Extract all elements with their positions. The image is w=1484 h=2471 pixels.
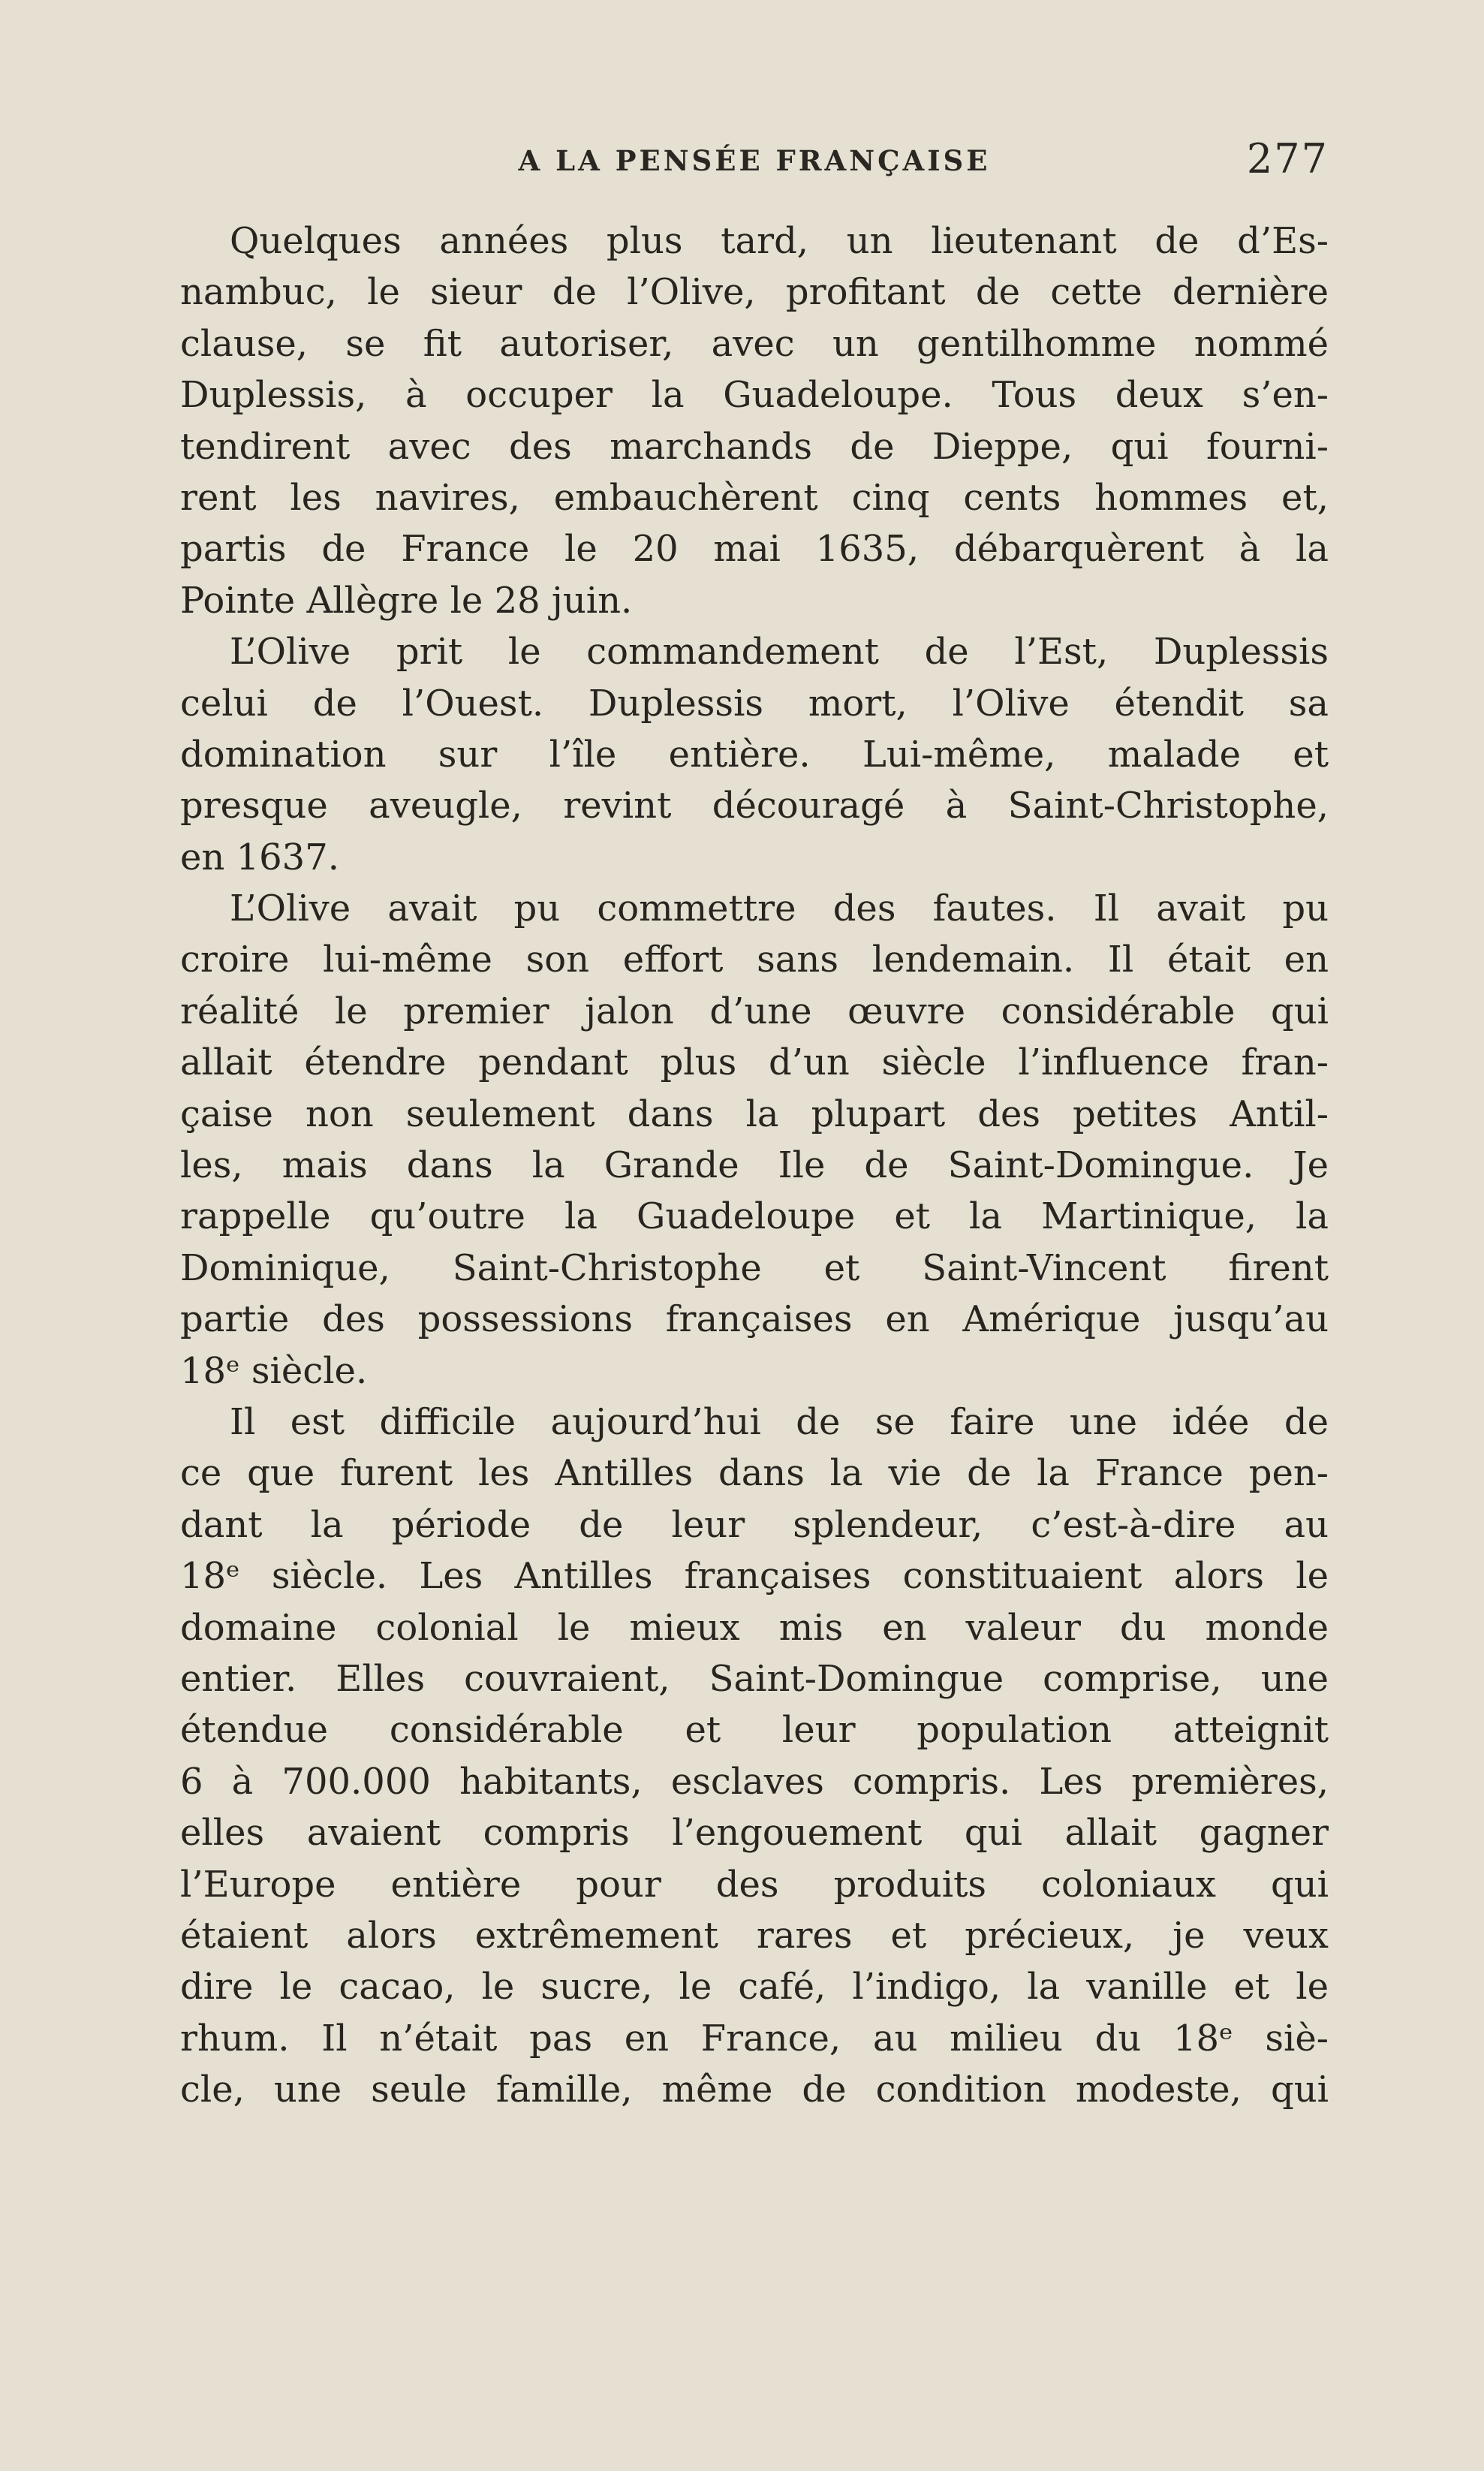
paragraph — [180, 215, 1329, 626]
text-line: çaise non seulement dans la plupart des petites Antil- — [180, 1092, 1329, 1135]
text-line: cle, une seule famille, même de condition modeste, qui — [180, 2069, 1329, 2111]
text-line: rhum. Il n’était pas en France, au milieu du 18ᵉ siè- — [180, 2017, 1329, 2060]
body-text — [180, 215, 1329, 2115]
text-line: allait étendre pendant plus d’un siècle l’influence fran- — [180, 1041, 1329, 1084]
text-line: 6 à 700.000 habitants, esclaves compris. Les premières, — [180, 1760, 1329, 1803]
text-line: Il est difficile aujourd’hui de se faire une idée de — [230, 1400, 1329, 1443]
text-line: celui de l’Ouest. Duplessis mort, l’Olive étendit sa — [180, 682, 1329, 725]
text-line: 18ᵉ siècle. — [180, 1349, 368, 1392]
text-line: Dominique, Saint-Christophe et Saint-Vincent firent — [180, 1246, 1329, 1289]
text-line: réalité le premier jalon d’une œuvre considérable qui — [180, 990, 1329, 1032]
text-line: croire lui-même son effort sans lendemain. Il était en — [180, 939, 1329, 981]
text-line: rappelle qu’outre la Guadeloupe et la Martinique, la — [180, 1195, 1329, 1238]
text-line: ce que furent les Antilles dans la vie de la France pen- — [180, 1452, 1329, 1495]
running-title: A LA PENSÉE FRANÇAISE — [518, 144, 991, 177]
text-line: dire le cacao, le sucre, le café, l’indigo, la vanille et le — [180, 1966, 1329, 2008]
text-line: L’Olive prit le commandement de l’Est, Duplessis — [230, 631, 1329, 673]
text-line: partie des possessions françaises en Amérique jusqu’au — [180, 1298, 1329, 1341]
text-line: l’Europe entière pour des produits coloniaux qui — [180, 1863, 1329, 1906]
text-line: Quelques années plus tard, un lieutenant de d’Es- — [230, 220, 1329, 262]
text-line: les, mais dans la Grande Ile de Saint-Domingue. Je — [180, 1144, 1329, 1187]
paragraph — [180, 1397, 1329, 2115]
text-line: Duplessis, à occuper la Guadeloupe. Tous deux s’en- — [180, 374, 1329, 417]
text-line: domination sur l’île entière. Lui-même, malade et — [180, 733, 1329, 776]
text-line: en 1637. — [180, 836, 339, 878]
page-header — [180, 135, 1329, 188]
text-line: clause, se fit autoriser, avec un gentilhomme nommé — [180, 322, 1329, 365]
text-line: 18ᵉ siècle. Les Antilles françaises constituaient alors le — [180, 1555, 1329, 1598]
paragraph — [180, 626, 1329, 883]
text-line: nambuc, le sieur de l’Olive, profitant de cette dernière — [180, 271, 1329, 314]
text-line: dant la période de leur splendeur, c’est-à-dire au — [180, 1503, 1329, 1546]
text-line: presque aveugle, revint découragé à Saint-Christophe, — [180, 785, 1329, 827]
text-line: Pointe Allègre le 28 juin. — [180, 579, 633, 622]
text-line: étendue considérable et leur population atteignit — [180, 1709, 1329, 1752]
text-line: elles avaient compris l’engouement qui allait gagner — [180, 1812, 1329, 1855]
text-line: entier. Elles couvraient, Saint-Domingue comprise, une — [180, 1657, 1329, 1700]
text-line: domaine colonial le mieux mis en valeur du monde — [180, 1606, 1329, 1649]
page-number: 277 — [1246, 135, 1329, 182]
text-line: L’Olive avait pu commettre des fautes. Il avait pu — [230, 887, 1329, 930]
paragraph — [180, 883, 1329, 1397]
text-line: rent les navires, embauchèrent cinq cents hommes et, — [180, 476, 1329, 519]
text-line: partis de France le 20 mai 1635, débarquèrent à la — [180, 528, 1329, 571]
text-line: étaient alors extrêmement rares et précieux, je veux — [180, 1914, 1329, 1957]
text-line: tendirent avec des marchands de Dieppe, qui fourni- — [180, 425, 1329, 468]
